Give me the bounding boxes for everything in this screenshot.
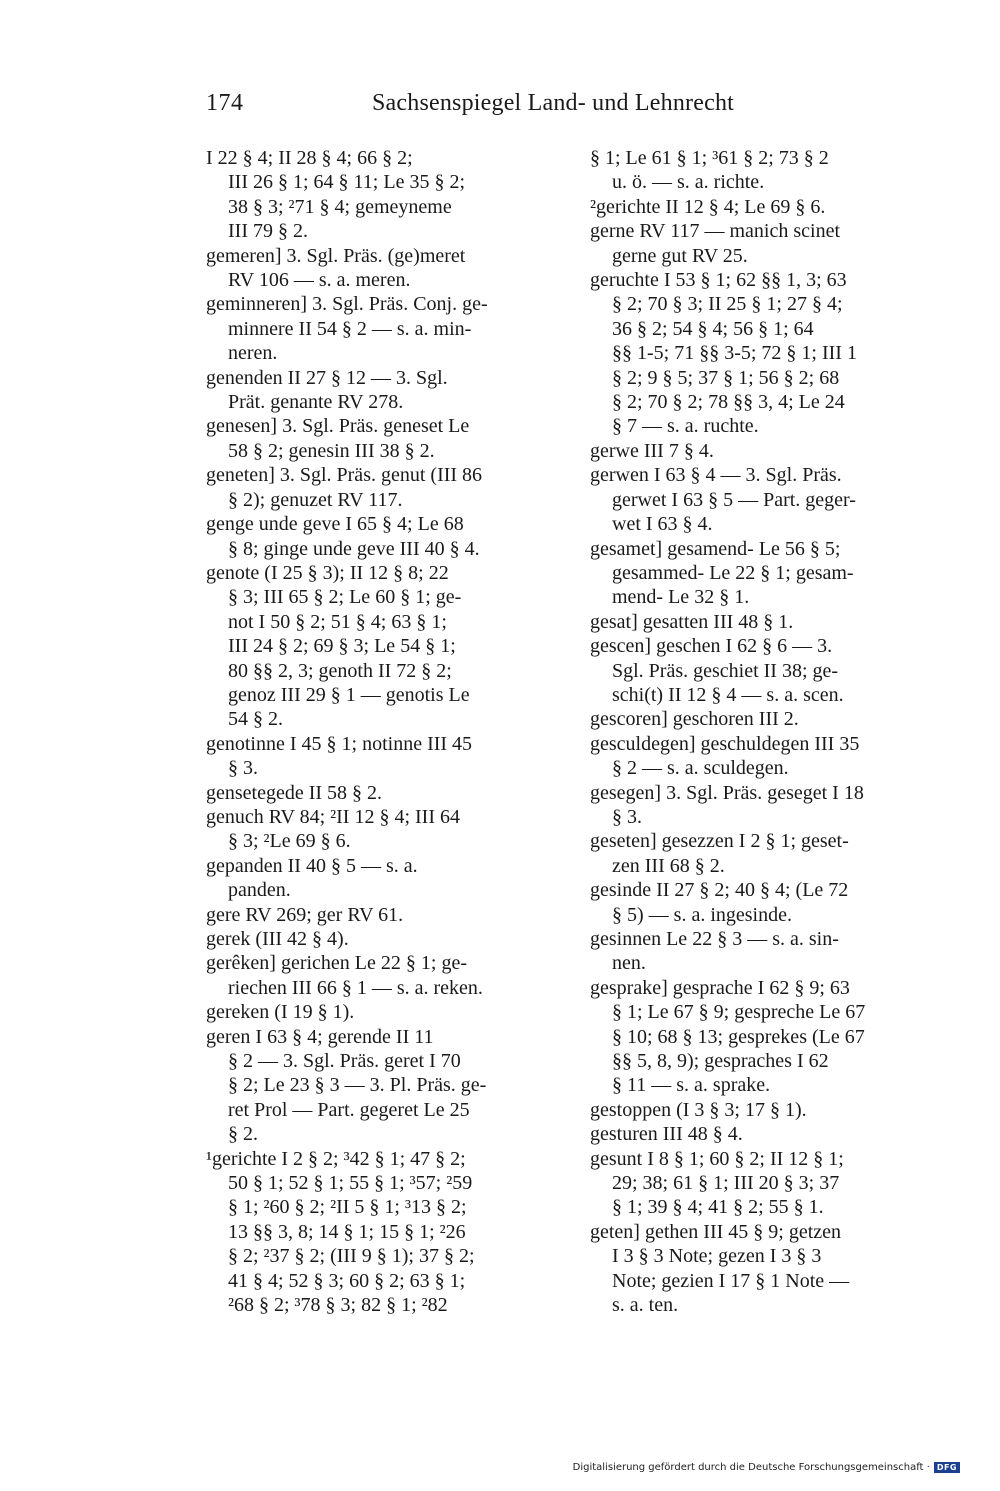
page-number: 174 — [206, 90, 244, 116]
entry-line: riechen III 66 § 1 — s. a. reken. — [228, 976, 483, 999]
index-entry — [206, 927, 542, 951]
index-entry — [590, 219, 926, 268]
entry-line: genesen] 3. Sgl. Präs. geneset Le — [206, 415, 470, 438]
entry-line: § 2; 9 § 5; 37 § 1; 56 § 2; 68 — [612, 366, 840, 389]
index-entry — [590, 707, 926, 731]
index-entry — [206, 244, 542, 293]
index-entry — [206, 366, 542, 415]
index-entry — [206, 463, 542, 512]
entry-line: gerne gut RV 25. — [612, 244, 748, 267]
entry-line: 13 §§ 3, 8; 14 § 1; 15 § 1; ²26 — [228, 1220, 466, 1243]
entry-line: III 24 § 2; 69 § 3; Le 54 § 1; — [228, 635, 456, 658]
entry-line: § 7 — s. a. ruchte. — [612, 415, 759, 438]
entry-line: gerwen I 63 § 4 — 3. Sgl. Präs. — [590, 464, 842, 487]
entry-line: 38 § 3; ²71 § 4; gemeyneme — [228, 195, 452, 218]
index-entry — [206, 414, 542, 463]
entry-line: § 3; III 65 § 2; Le 60 § 1; ge- — [228, 586, 462, 609]
entry-line: not I 50 § 2; 51 § 4; 63 § 1; — [228, 610, 447, 633]
entry-line: gere RV 269; ger RV 61. — [206, 903, 404, 926]
entry-line: wet I 63 § 4. — [612, 513, 713, 536]
entry-line: genge unde geve I 65 § 4; Le 68 — [206, 513, 464, 536]
entry-line: § 2 — 3. Sgl. Präs. geret I 70 — [228, 1050, 461, 1073]
entry-line: Sgl. Präs. geschiet II 38; ge- — [612, 659, 839, 682]
entry-line: genenden II 27 § 12 — 3. Sgl. — [206, 366, 448, 389]
entry-line: minnere II 54 § 2 — s. a. min- — [228, 317, 472, 340]
index-entry — [206, 292, 542, 365]
entry-line: ²68 § 2; ³78 § 3; 82 § 1; ²82 — [228, 1294, 448, 1317]
index-entry — [206, 903, 542, 927]
entry-line: geminneren] 3. Sgl. Präs. Conj. ge- — [206, 293, 488, 316]
index-entry — [590, 878, 926, 927]
entry-line: RV 106 — s. a. meren. — [228, 269, 411, 292]
dfg-logo: DFG — [934, 1462, 960, 1473]
entry-line: §§ 1-5; 71 §§ 3-5; 72 § 1; III 1 — [612, 342, 857, 365]
entry-line: III 26 § 1; 64 § 11; Le 35 § 2; — [228, 171, 466, 194]
entry-line: gepanden II 40 § 5 — s. a. — [206, 854, 418, 877]
entry-line: genote (I 25 § 3); II 12 § 8; 22 — [206, 561, 449, 584]
entry-line: gesunt I 8 § 1; 60 § 2; II 12 § 1; — [590, 1147, 844, 1170]
entry-line: gesamet] gesamend- Le 56 § 5; — [590, 537, 841, 560]
entry-line: § 1; ²60 § 2; ²II 5 § 1; ³13 § 2; — [228, 1196, 467, 1219]
index-entry — [590, 146, 926, 195]
entry-line: geren I 63 § 4; gerende II 11 — [206, 1025, 434, 1048]
entry-line: § 5) — s. a. ingesinde. — [612, 903, 792, 926]
index-entry — [206, 1000, 542, 1024]
entry-line: § 3. — [228, 757, 258, 780]
entry-line: gereken (I 19 § 1). — [206, 1001, 355, 1024]
entry-line: § 2; ²37 § 2; (III 9 § 1); 37 § 2; — [228, 1245, 475, 1268]
entry-line: 50 § 1; 52 § 1; 55 § 1; ³57; ²59 — [228, 1172, 473, 1195]
entry-line: gescen] geschen I 62 § 6 — 3. — [590, 635, 833, 658]
index-entry — [590, 927, 926, 976]
entry-line: I 22 § 4; II 28 § 4; 66 § 2; — [206, 147, 413, 169]
entry-line: gesculdegen] geschuldegen III 35 — [590, 732, 860, 755]
index-entry — [590, 195, 926, 219]
entry-line: 58 § 2; genesin III 38 § 2. — [228, 439, 435, 462]
index-entry — [590, 1147, 926, 1220]
entry-line: I 3 § 3 Note; gezen I 3 § 3 — [612, 1245, 822, 1268]
index-entry — [206, 561, 542, 732]
index-entry — [206, 781, 542, 805]
entry-line: mend- Le 32 § 1. — [612, 586, 750, 609]
entry-line: ret Prol — Part. gegeret Le 25 — [228, 1098, 470, 1121]
entry-line: gemeren] 3. Sgl. Präs. (ge)meret — [206, 244, 466, 267]
entry-line: 41 § 4; 52 § 3; 60 § 2; 63 § 1; — [228, 1269, 466, 1292]
entry-line: § 10; 68 § 13; gesprekes (Le 67 — [612, 1025, 865, 1048]
entry-line: Note; gezien I 17 § 1 Note — — [612, 1269, 850, 1292]
entry-line: geten] gethen III 45 § 9; getzen — [590, 1220, 842, 1243]
entry-line: § 2; Le 23 § 3 — 3. Pl. Präs. ge- — [228, 1074, 487, 1097]
entry-line: gescoren] geschoren III 2. — [590, 708, 799, 731]
entry-line: gesammed- Le 22 § 1; gesam- — [612, 561, 854, 584]
index-entry — [590, 610, 926, 634]
running-title: Sachsenspiegel Land- und Lehnrecht — [372, 90, 735, 116]
index-entry — [590, 268, 926, 439]
index-entry — [206, 512, 542, 561]
footer — [573, 1462, 960, 1473]
entry-line: ¹gerichte I 2 § 2; ³42 § 1; 47 § 2; — [206, 1147, 466, 1170]
entry-line: 36 § 2; 54 § 4; 56 § 1; 64 — [612, 317, 814, 340]
entry-line: gesinnen Le 22 § 3 — s. a. sin- — [590, 928, 839, 950]
entry-line: §§ 5, 8, 9); gespraches I 62 — [612, 1050, 829, 1073]
entry-line: § 3. — [612, 805, 642, 828]
index-entry — [590, 1098, 926, 1122]
entry-line: schi(t) II 12 § 4 — s. a. scen. — [612, 683, 844, 706]
entry-line: § 2. — [228, 1123, 258, 1146]
entry-line: § 2; 70 § 3; II 25 § 1; 27 § 4; — [612, 293, 843, 316]
index-entry — [206, 1147, 542, 1318]
entry-line: genuch RV 84; ²II 12 § 4; III 64 — [206, 805, 460, 828]
entry-line: § 3; ²Le 69 § 6. — [228, 830, 351, 853]
entry-line: gerne RV 117 — manich scinet — [590, 220, 841, 243]
entry-line: 54 § 2. — [228, 708, 283, 731]
entry-line: § 2 — s. a. sculdegen. — [612, 757, 789, 780]
index-entry — [206, 805, 542, 854]
entry-line: Prät. genante RV 278. — [228, 391, 404, 414]
entry-line: 29; 38; 61 § 1; III 20 § 3; 37 — [612, 1172, 840, 1195]
entry-line: § 2); genuzet RV 117. — [228, 488, 403, 511]
entry-line: genoz III 29 § 1 — genotis Le — [228, 683, 470, 706]
entry-line: § 1; Le 67 § 9; gespreche Le 67 — [612, 1001, 866, 1024]
index-entry — [590, 463, 926, 536]
entry-line: § 8; ginge unde geve III 40 § 4. — [228, 537, 480, 560]
index-entry — [206, 146, 542, 244]
index-entry — [590, 781, 926, 830]
index-entry — [590, 634, 926, 707]
entry-line: ²gerichte II 12 § 4; Le 69 § 6. — [590, 195, 826, 218]
entry-line: 80 §§ 2, 3; genoth II 72 § 2; — [228, 659, 452, 682]
entry-line: gesat] gesatten III 48 § 1. — [590, 610, 794, 633]
entry-line: gestoppen (I 3 § 3; 17 § 1). — [590, 1098, 807, 1121]
entry-line: gerwet I 63 § 5 — Part. geger- — [612, 488, 856, 511]
entry-line: geruchte I 53 § 1; 62 §§ 1, 3; 63 — [590, 269, 847, 292]
left-column — [206, 146, 542, 1318]
entry-line: geseten] gesezzen I 2 § 1; geset- — [590, 830, 849, 853]
index-entry — [590, 537, 926, 610]
index-entry — [590, 1220, 926, 1318]
entry-line: § 1; Le 61 § 1; ³61 § 2; 73 § 2 — [590, 147, 829, 169]
entry-line: § 11 — s. a. sprake. — [612, 1074, 771, 1097]
index-entry — [590, 732, 926, 781]
entry-line: gensetegede II 58 § 2. — [206, 781, 383, 804]
entry-line: gerek (III 42 § 4). — [206, 928, 349, 950]
index-entry — [206, 951, 542, 1000]
entry-line: § 1; 39 § 4; 41 § 2; 55 § 1. — [612, 1196, 824, 1219]
entry-line: gesinde II 27 § 2; 40 § 4; (Le 72 — [590, 879, 849, 902]
entry-line: panden. — [228, 879, 291, 902]
index-entry — [206, 732, 542, 781]
index-entry — [206, 854, 542, 903]
index-entry — [590, 976, 926, 1098]
entry-line: § 2; 70 § 2; 78 §§ 3, 4; Le 24 — [612, 391, 845, 414]
entry-line: gesegen] 3. Sgl. Präs. geseget I 18 — [590, 781, 864, 804]
entry-line: gesturen III 48 § 4. — [590, 1123, 743, 1146]
entry-line: nen. — [612, 952, 646, 975]
index-entry — [590, 829, 926, 878]
entry-line: gerwe III 7 § 4. — [590, 439, 714, 462]
entry-line: zen III 68 § 2. — [612, 854, 725, 877]
index-entry — [590, 1122, 926, 1146]
entry-line: u. ö. — s. a. richte. — [612, 171, 765, 194]
entry-line: III 79 § 2. — [228, 220, 308, 243]
entry-line: gesprake] gesprache I 62 § 9; 63 — [590, 976, 850, 999]
index-entry — [590, 439, 926, 463]
index-entry — [206, 1025, 542, 1147]
entry-line: neren. — [228, 342, 278, 365]
entry-line: gerêken] gerichen Le 22 § 1; ge- — [206, 952, 467, 975]
entry-line: s. a. ten. — [612, 1294, 679, 1317]
footer-text: Digitalisierung gefördert durch die Deutsche Forschungsgemeinschaft · — [572, 1462, 930, 1473]
right-column — [590, 146, 926, 1318]
entry-line: geneten] 3. Sgl. Präs. genut (III 86 — [206, 464, 483, 487]
entry-line: genotinne I 45 § 1; notinne III 45 — [206, 732, 473, 755]
